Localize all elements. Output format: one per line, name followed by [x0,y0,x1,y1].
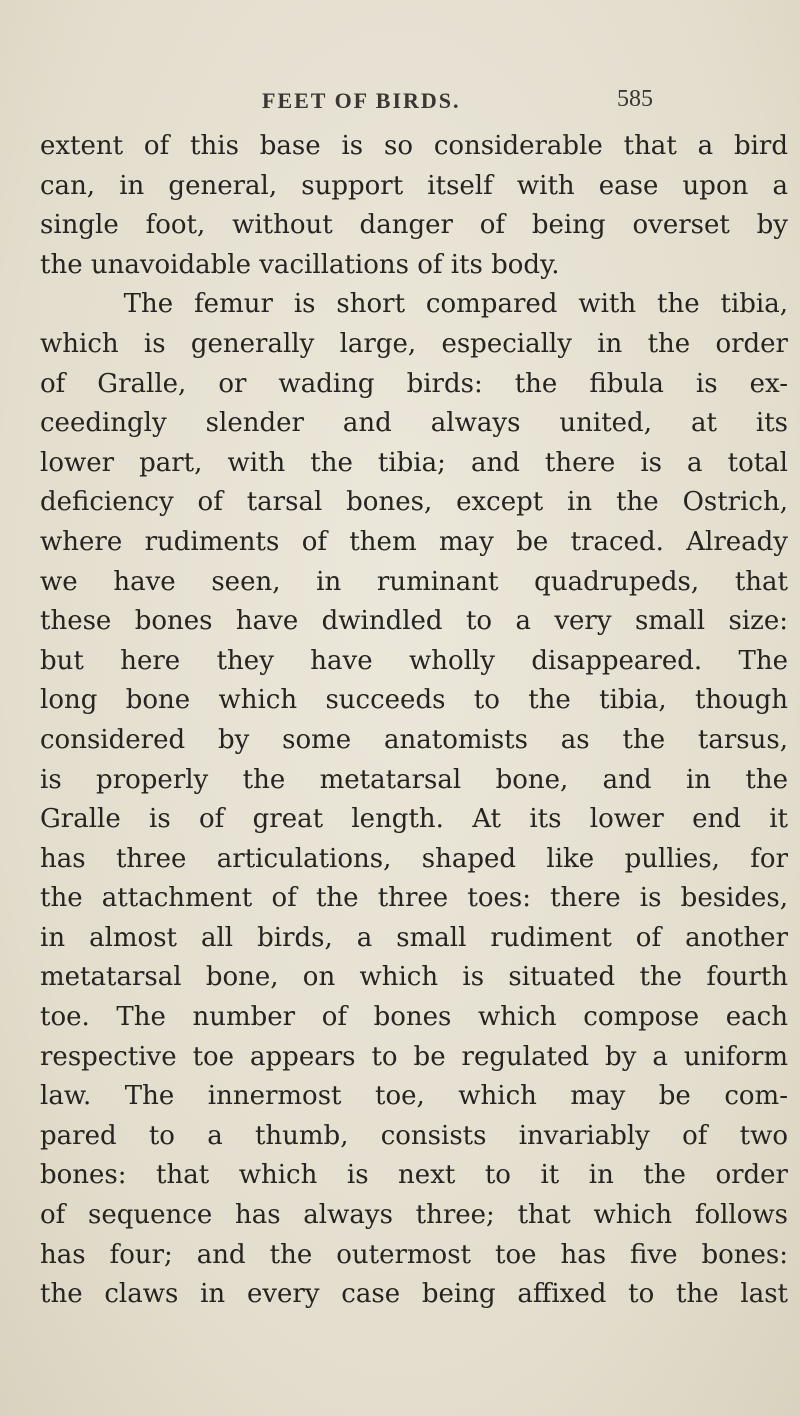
text-line: where rudiments of them may be traced. Already [40,526,788,557]
text-line: the unavoidable vacillations of its body. [40,249,560,280]
text-line: but here they have wholly disappeared. The [40,645,788,676]
text-line: toe. The number of bones which compose each [40,1002,788,1033]
text-line: has four; and the outermost toe has five bones: [40,1239,788,1270]
text-line: deficiency of tarsal bones, except in the Ostrich, [40,487,788,518]
text-line: of Gralle, or wading birds: the fibula is ex- [40,368,788,399]
text-line: of sequence has always three; that which follows [40,1200,788,1231]
text-line: the claws in every case being affixed to the last [40,1279,788,1310]
text-line: ceedingly slender and always united, at its [40,408,788,439]
text-line: bones: that which is next to it in the order [40,1160,788,1191]
text-line: single foot, without danger of being overset by [40,210,788,241]
text-line: which is generally large, especially in the order [40,328,788,359]
text-line: extent of this base is so considerable that a bird [40,131,788,161]
text-line: is properly the metatarsal bone, and in the [40,764,788,795]
text-line: these bones have dwindled to a very small size: [40,606,788,637]
running-head [0,86,800,126]
text-line: law. The innermost toe, which may be com- [40,1081,788,1112]
text-line: we have seen, in ruminant quadrupeds, that [40,566,788,597]
text-line: Gralle is of great length. At its lower end it [40,804,788,835]
text-line: The femur is short compared with the tibia, [40,289,788,320]
text-line: considered by some anatomists as the tarsus, [40,724,788,755]
text-line: the attachment of the three toes: there is besides, [40,883,788,914]
text-line: respective toe appears to be regulated by a uniform [40,1041,788,1072]
text-line: pared to a thumb, consists invariably of two [40,1120,788,1151]
text-line: metatarsal bone, on which is situated the fourth [40,962,788,993]
text-line: has three articulations, shaped like pullies, for [40,843,788,874]
page-number: 585 [617,86,653,112]
text-line: lower part, with the tibia; and there is a total [40,447,788,478]
body-text [40,127,788,1315]
text-line: can, in general, support itself with ease upon a [40,170,788,201]
text-line: long bone which succeeds to the tibia, though [40,685,788,716]
text-line: in almost all birds, a small rudiment of another [40,922,788,953]
running-title: FEET OF BIRDS. [262,88,461,113]
